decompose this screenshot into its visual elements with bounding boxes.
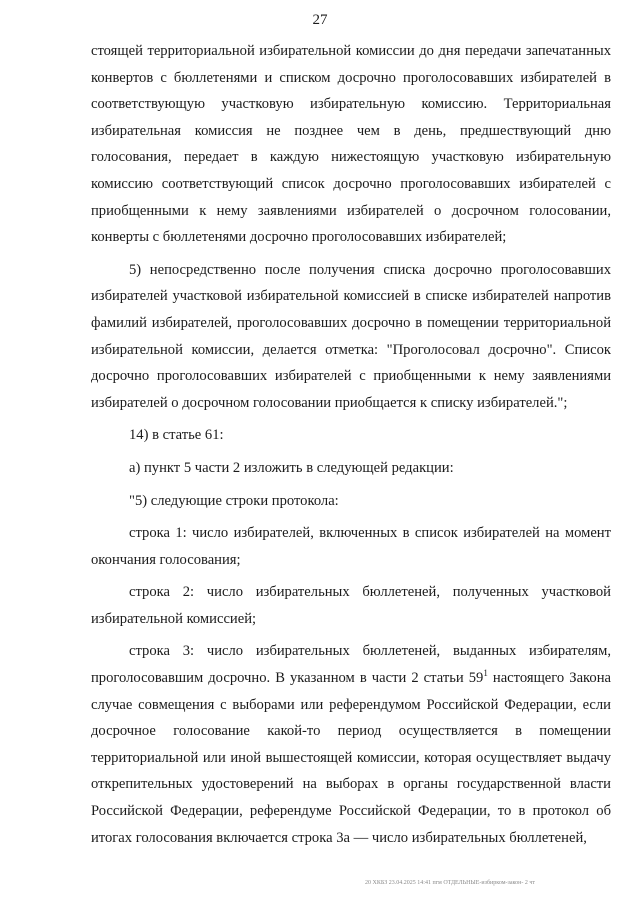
paragraph-protocol-lines: "5) следующие строки протокола: [129,492,339,509]
paragraph-line-3 [91,638,611,851]
line-3-text-end: настоящего Закона случае совмещения с выборами или референдумом Российской Федерации, если досрочное голосование какой-то период осуществляется в помещении территориальной или иной вышестоящей комиссии, которая осуществляет выдачу открепительных удостоверений на выборах в органы государственной власти Российской Федерации, референдуме Российской Федерации, то в протокол об итогах голосования включается строка 3а — число избирательных бюллетеней, [91,670,611,846]
footer-stamp: 20 ХКБЗ 23.04.2025 14:41 пгм ОТДЕЛЬНЫЕ-избирком-закон- 2 чт [365,880,536,886]
paragraph-continuation: стоящей территориальной избирательной комиссии до дня передачи запечатанных конвертов с бюллетенями и списком досрочно проголосовавших избирателей в соответствующую участковую избирательную комиссию. Территориальная избирательная комиссия не позднее чем в день, предшествующий дню голосования, передает в каждую нижестоящую участковую избирательную комиссию соответствующий список досрочно проголосовавших избирателей с приобщенными к нему заявлениями избирателей о досрочном голосовании, конверты с бюллетенями досрочно проголосовавших избирателей; [91,43,611,246]
paragraph-line-1: строка 1: число избирателей, включенных в список избирателей на момент окончания голосования; [91,525,611,568]
page-number: 27 [312,12,328,28]
document-body [91,38,611,851]
article-superscript: 1 [483,668,488,679]
paragraph-item-14: 14) в статье 61: [129,427,224,444]
paragraph-subitem-a: а) пункт 5 части 2 изложить в следующей редакции: [129,459,454,476]
paragraph-line-2: строка 2: число избирательных бюллетеней, полученных участковой избирательной комиссией; [91,584,611,627]
line-3-text-start: строка 3: число избирательных бюллетеней, выданных избирателям, проголосовавшим досрочно. В указанном в части 2 статьи 59 [91,643,611,687]
paragraph-item-5: 5) непосредственно после получения списка досрочно проголосовавших избирателей участковой избирательной комиссией в списке избирателей напротив фамилий избирателей, проголосовавших досрочно в помещении территориальной избирательной комиссии, делается отметка: "Проголосовал досрочно". Список досрочно проголосовавших избирателей с приобщенными к нему заявлениями избирателей о досрочном голосовании приобщается к списку избирателей."; [91,261,611,411]
